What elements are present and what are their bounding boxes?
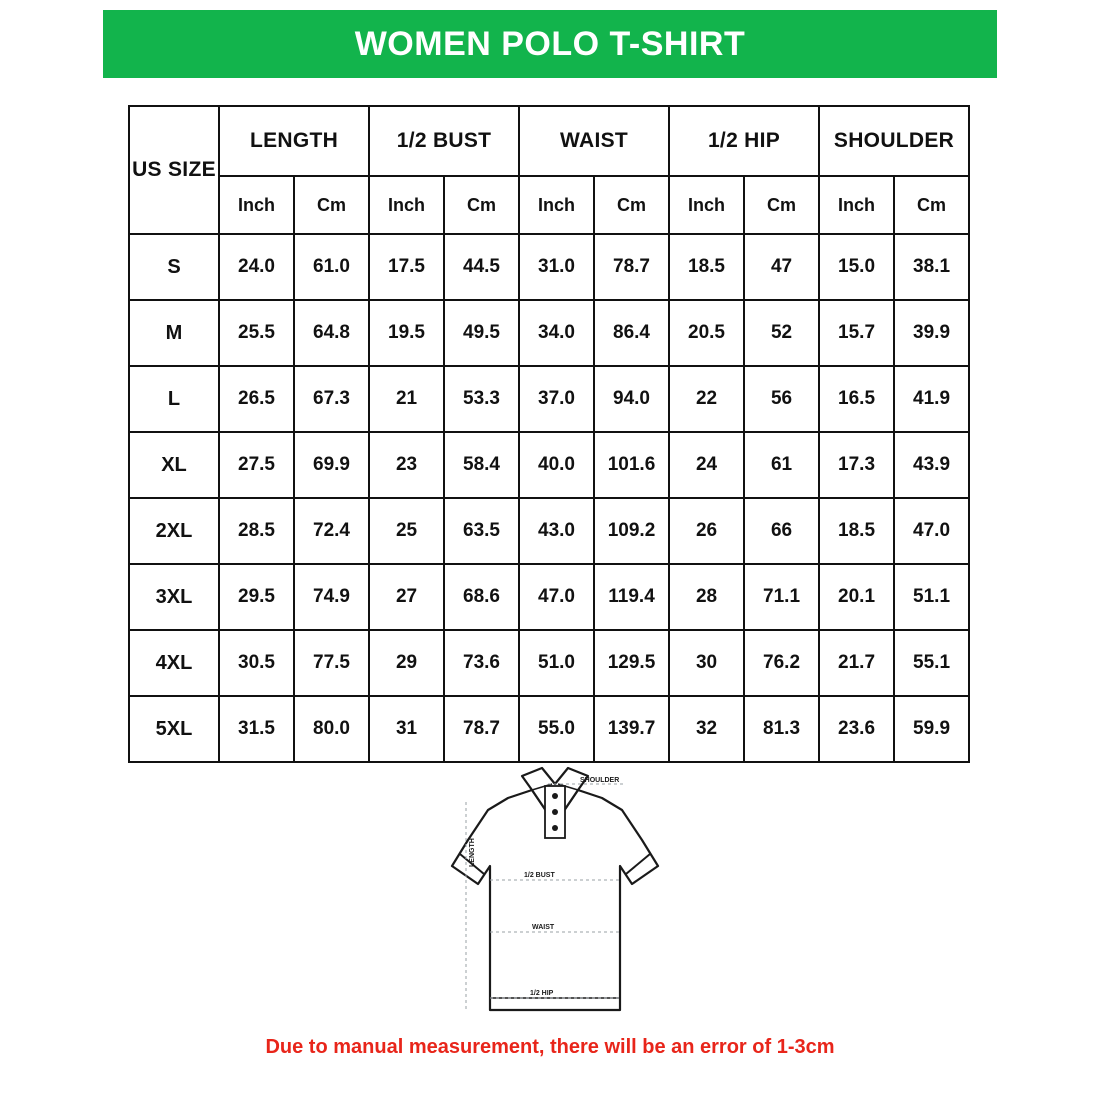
cell-length-inch: 30.5 <box>219 630 294 696</box>
cell-hip-inch: 26 <box>669 498 744 564</box>
cell-waist-cm: 109.2 <box>594 498 669 564</box>
cell-bust-inch: 19.5 <box>369 300 444 366</box>
unit-cell-shoulder-inch: Inch <box>819 176 894 234</box>
cell-bust-inch: 29 <box>369 630 444 696</box>
table-row <box>129 366 969 432</box>
cell-hip-cm: 56 <box>744 366 819 432</box>
column-header-waist: WAIST <box>519 106 669 176</box>
size-chart-table-wrap <box>128 105 970 763</box>
cell-bust-inch: 25 <box>369 498 444 564</box>
table-row <box>129 498 969 564</box>
cell-waist-inch: 40.0 <box>519 432 594 498</box>
cell-shoulder-cm: 38.1 <box>894 234 969 300</box>
cell-length-cm: 74.9 <box>294 564 369 630</box>
cell-waist-cm: 119.4 <box>594 564 669 630</box>
cell-shoulder-cm: 55.1 <box>894 630 969 696</box>
column-header-half-bust: 1/2 BUST <box>369 106 519 176</box>
cell-shoulder-inch: 15.0 <box>819 234 894 300</box>
cell-shoulder-cm: 59.9 <box>894 696 969 762</box>
cell-waist-inch: 34.0 <box>519 300 594 366</box>
cell-hip-cm: 76.2 <box>744 630 819 696</box>
cell-shoulder-inch: 23.6 <box>819 696 894 762</box>
cell-length-inch: 26.5 <box>219 366 294 432</box>
cell-shoulder-cm: 43.9 <box>894 432 969 498</box>
cell-length-cm: 64.8 <box>294 300 369 366</box>
cell-bust-inch: 23 <box>369 432 444 498</box>
cell-shoulder-inch: 15.7 <box>819 300 894 366</box>
cell-waist-inch: 31.0 <box>519 234 594 300</box>
cell-waist-inch: 43.0 <box>519 498 594 564</box>
cell-shoulder-inch: 16.5 <box>819 366 894 432</box>
cell-bust-cm: 44.5 <box>444 234 519 300</box>
cell-hip-cm: 71.1 <box>744 564 819 630</box>
cell-hip-cm: 52 <box>744 300 819 366</box>
cell-length-inch: 29.5 <box>219 564 294 630</box>
row-size-label: S <box>129 234 219 300</box>
cell-hip-inch: 20.5 <box>669 300 744 366</box>
diagram-label-length: LENGTH <box>469 838 476 867</box>
cell-waist-cm: 139.7 <box>594 696 669 762</box>
unit-cell-hip-cm: Cm <box>744 176 819 234</box>
cell-length-inch: 28.5 <box>219 498 294 564</box>
diagram-label-half-bust: 1/2 BUST <box>524 872 555 879</box>
table-row <box>129 564 969 630</box>
cell-bust-cm: 53.3 <box>444 366 519 432</box>
cell-length-cm: 72.4 <box>294 498 369 564</box>
cell-length-cm: 67.3 <box>294 366 369 432</box>
cell-waist-inch: 55.0 <box>519 696 594 762</box>
cell-shoulder-inch: 20.1 <box>819 564 894 630</box>
measurement-disclaimer: Due to manual measurement, there will be an error of 1-3cm <box>265 1036 835 1058</box>
unit-cell-length-inch: Inch <box>219 176 294 234</box>
row-size-label: 2XL <box>129 498 219 564</box>
table-unit-row <box>129 176 969 234</box>
row-size-label: L <box>129 366 219 432</box>
cell-hip-inch: 30 <box>669 630 744 696</box>
cell-length-cm: 80.0 <box>294 696 369 762</box>
cell-hip-cm: 66 <box>744 498 819 564</box>
cell-length-cm: 77.5 <box>294 630 369 696</box>
unit-cell-bust-cm: Cm <box>444 176 519 234</box>
row-size-label: M <box>129 300 219 366</box>
cell-length-cm: 61.0 <box>294 234 369 300</box>
cell-waist-inch: 37.0 <box>519 366 594 432</box>
header-banner <box>103 10 997 78</box>
unit-cell-waist-cm: Cm <box>594 176 669 234</box>
cell-shoulder-cm: 47.0 <box>894 498 969 564</box>
cell-shoulder-cm: 39.9 <box>894 300 969 366</box>
cell-waist-inch: 47.0 <box>519 564 594 630</box>
cell-waist-cm: 129.5 <box>594 630 669 696</box>
diagram-label-waist: WAIST <box>532 924 555 931</box>
column-header-length: LENGTH <box>219 106 369 176</box>
cell-hip-inch: 24 <box>669 432 744 498</box>
cell-hip-cm: 61 <box>744 432 819 498</box>
unit-cell-shoulder-cm: Cm <box>894 176 969 234</box>
cell-shoulder-inch: 21.7 <box>819 630 894 696</box>
cell-waist-inch: 51.0 <box>519 630 594 696</box>
row-size-label: 5XL <box>129 696 219 762</box>
cell-length-inch: 27.5 <box>219 432 294 498</box>
cell-bust-cm: 58.4 <box>444 432 519 498</box>
cell-hip-cm: 47 <box>744 234 819 300</box>
cell-waist-cm: 101.6 <box>594 432 669 498</box>
cell-hip-cm: 81.3 <box>744 696 819 762</box>
unit-cell-waist-inch: Inch <box>519 176 594 234</box>
unit-cell-length-cm: Cm <box>294 176 369 234</box>
row-size-label: 3XL <box>129 564 219 630</box>
cell-bust-cm: 78.7 <box>444 696 519 762</box>
size-chart-table <box>128 105 970 763</box>
table-row <box>129 432 969 498</box>
column-header-half-hip: 1/2 HIP <box>669 106 819 176</box>
cell-hip-inch: 18.5 <box>669 234 744 300</box>
page-title: WOMEN POLO T-SHIRT <box>354 24 746 63</box>
cell-bust-inch: 17.5 <box>369 234 444 300</box>
cell-bust-cm: 49.5 <box>444 300 519 366</box>
unit-cell-bust-inch: Inch <box>369 176 444 234</box>
cell-length-cm: 69.9 <box>294 432 369 498</box>
column-header-shoulder: SHOULDER <box>819 106 969 176</box>
cell-shoulder-inch: 18.5 <box>819 498 894 564</box>
diagram-label-half-hip: 1/2 HIP <box>530 990 554 997</box>
cell-waist-cm: 78.7 <box>594 234 669 300</box>
cell-bust-inch: 27 <box>369 564 444 630</box>
polo-shirt-illustration <box>430 762 680 1024</box>
table-row <box>129 234 969 300</box>
diagram-label-shoulder: SHOULDER <box>580 777 620 784</box>
polo-shirt-diagram <box>430 762 680 1024</box>
row-size-label: 4XL <box>129 630 219 696</box>
cell-shoulder-inch: 17.3 <box>819 432 894 498</box>
cell-shoulder-cm: 41.9 <box>894 366 969 432</box>
cell-waist-cm: 86.4 <box>594 300 669 366</box>
table-header-row <box>129 106 969 176</box>
unit-cell-hip-inch: Inch <box>669 176 744 234</box>
table-row <box>129 696 969 762</box>
cell-bust-cm: 63.5 <box>444 498 519 564</box>
cell-bust-inch: 31 <box>369 696 444 762</box>
table-row <box>129 630 969 696</box>
cell-hip-inch: 22 <box>669 366 744 432</box>
cell-shoulder-cm: 51.1 <box>894 564 969 630</box>
cell-length-inch: 31.5 <box>219 696 294 762</box>
cell-length-inch: 25.5 <box>219 300 294 366</box>
cell-bust-cm: 73.6 <box>444 630 519 696</box>
table-row <box>129 300 969 366</box>
cell-bust-cm: 68.6 <box>444 564 519 630</box>
column-header-us-size: US SIZE <box>129 106 219 234</box>
cell-waist-cm: 94.0 <box>594 366 669 432</box>
cell-length-inch: 24.0 <box>219 234 294 300</box>
cell-bust-inch: 21 <box>369 366 444 432</box>
row-size-label: XL <box>129 432 219 498</box>
cell-hip-inch: 28 <box>669 564 744 630</box>
cell-hip-inch: 32 <box>669 696 744 762</box>
